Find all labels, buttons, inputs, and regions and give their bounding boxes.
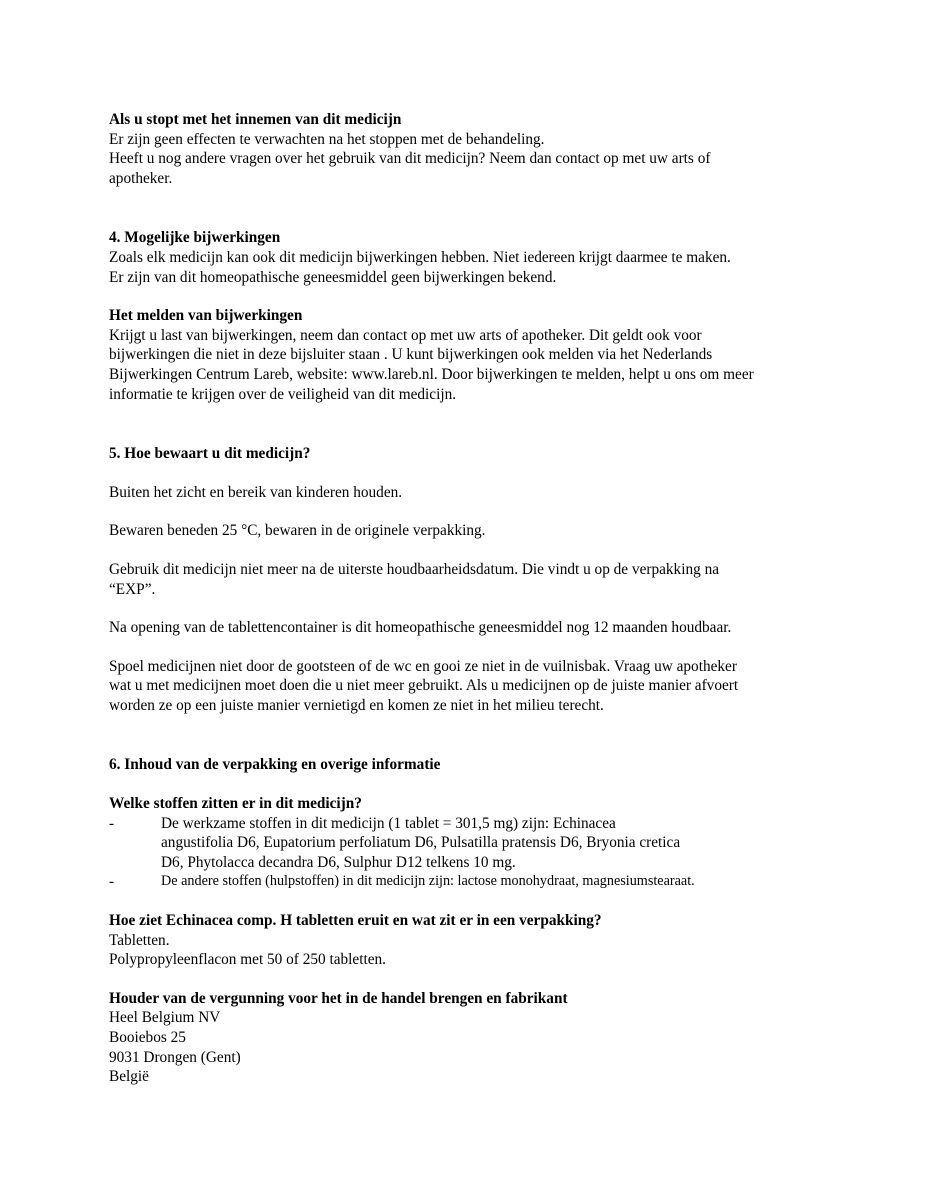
bullet-dash: -: [109, 814, 115, 832]
stop-line-1: Er zijn geen effecten te verwachten na het stoppen met de behandeling.: [109, 130, 545, 148]
storage-p3-line-1: Gebruik dit medicijn niet meer na de uiterste houdbaarheidsdatum. Die vindt u op de verpakking na: [109, 560, 720, 578]
active-ingredients-item: [109, 814, 829, 873]
active-ingredients-line-3: D6, Phytolacca decandra D6, Sulphur D12 telkens 10 mg.: [161, 853, 516, 871]
stop-heading: Als u stopt met het innemen van dit medicijn: [109, 111, 402, 128]
reporting-section: [109, 306, 829, 404]
appearance-heading: Hoe ziet Echinacea comp. H tabletten eruit en wat zit er in een verpakking?: [109, 912, 602, 930]
contents-section: [109, 755, 829, 1086]
reporting-line-1: Krijgt u last van bijwerkingen, neem dan contact op met uw arts of apotheker. Dit geldt ook voor: [109, 326, 702, 344]
spacer: [109, 775, 829, 794]
spacer: [109, 287, 829, 306]
spacer: [109, 970, 829, 989]
spacer: [109, 188, 829, 228]
spacer: [109, 715, 829, 755]
reporting-heading: Het melden van bijwerkingen: [109, 307, 303, 325]
stop-section: [109, 110, 829, 188]
side-effects-heading: 4. Mogelijke bijwerkingen: [109, 229, 281, 247]
excipients-item: [109, 872, 829, 892]
bullet-dash: -: [109, 873, 115, 891]
active-ingredients-line-1: De werkzame stoffen in dit medicijn (1 tablet = 301,5 mg) zijn: Echinacea: [161, 814, 616, 832]
spacer: [109, 541, 829, 560]
reporting-line-3: Bijwerkingen Centrum Lareb, website: www.lareb.nl. Door bijwerkingen te melden, helpt u ons om meer: [109, 365, 754, 383]
spacer: [109, 404, 829, 444]
spacer: [109, 464, 829, 483]
active-ingredients-line-2: angustifolia D6, Eupatorium perfoliatum D6, Pulsatilla pratensis D6, Bryonia cretica: [161, 834, 681, 852]
spacer: [109, 502, 829, 521]
holder-heading: Houder van de vergunning voor het in de handel brengen en fabrikant: [109, 989, 568, 1007]
storage-p5-line-1: Spoel medicijnen niet door de gootsteen of de wc en gooi ze niet in de vuilnisbak. Vraag uw apotheker: [109, 657, 737, 675]
side-effects-section: [109, 228, 829, 287]
leaflet-page: [109, 110, 829, 1087]
storage-heading: 5. Hoe bewaart u dit medicijn?: [109, 445, 311, 463]
stop-line-3: apotheker.: [109, 169, 173, 187]
storage-p2: Bewaren beneden 25 °C, bewaren in de originele verpakking.: [109, 522, 486, 540]
stop-line-2: Heeft u nog andere vragen over het gebruik van dit medicijn? Neem dan contact op met uw arts of: [109, 150, 711, 168]
reporting-line-4: informatie te krijgen over de veiligheid van dit medicijn.: [109, 385, 457, 403]
excipients-line: De andere stoffen (hulpstoffen) in dit medicijn zijn: lactose monohydraat, magnesiumstearaat.: [161, 873, 695, 890]
spacer: [109, 599, 829, 618]
holder-company: Heel Belgium NV: [109, 1009, 221, 1027]
holder-street: Booiebos 25: [109, 1029, 186, 1046]
contents-heading: 6. Inhoud van de verpakking en overige informatie: [109, 756, 441, 774]
storage-p5-line-2: wat u met medicijnen moet doen die u niet meer gebruikt. Als u medicijnen op de juiste manier afvoert: [109, 677, 739, 695]
holder-city: 9031 Drongen (Gent): [109, 1048, 241, 1066]
storage-p5-line-3: worden ze op een juiste manier vernietigd en komen ze niet in het milieu terecht.: [109, 696, 604, 714]
storage-p3-line-2: “EXP”.: [109, 580, 156, 598]
spacer: [109, 892, 829, 911]
appearance-line-2: Polypropyleenflacon met 50 of 250 tabletten.: [109, 951, 386, 969]
holder-country: België: [109, 1068, 149, 1086]
reporting-line-2: bijwerkingen die niet in deze bijsluiter staan . U kunt bijwerkingen ook melden via het Nederlands: [109, 346, 713, 364]
spacer: [109, 638, 829, 657]
storage-section: [109, 444, 829, 715]
storage-p4: Na opening van de tablettencontainer is dit homeopathische geneesmiddel nog 12 maanden houdbaar.: [109, 619, 732, 637]
ingredients-heading: Welke stoffen zitten er in dit medicijn?: [109, 795, 362, 813]
side-effects-line-2: Er zijn van dit homeopathische geneesmiddel geen bijwerkingen bekend.: [109, 268, 557, 286]
side-effects-line-1: Zoals elk medicijn kan ook dit medicijn bijwerkingen hebben. Niet iedereen krijgt daarmee te maken.: [109, 248, 731, 266]
appearance-line-1: Tabletten.: [109, 931, 170, 949]
storage-p1: Buiten het zicht en bereik van kinderen houden.: [109, 483, 403, 501]
